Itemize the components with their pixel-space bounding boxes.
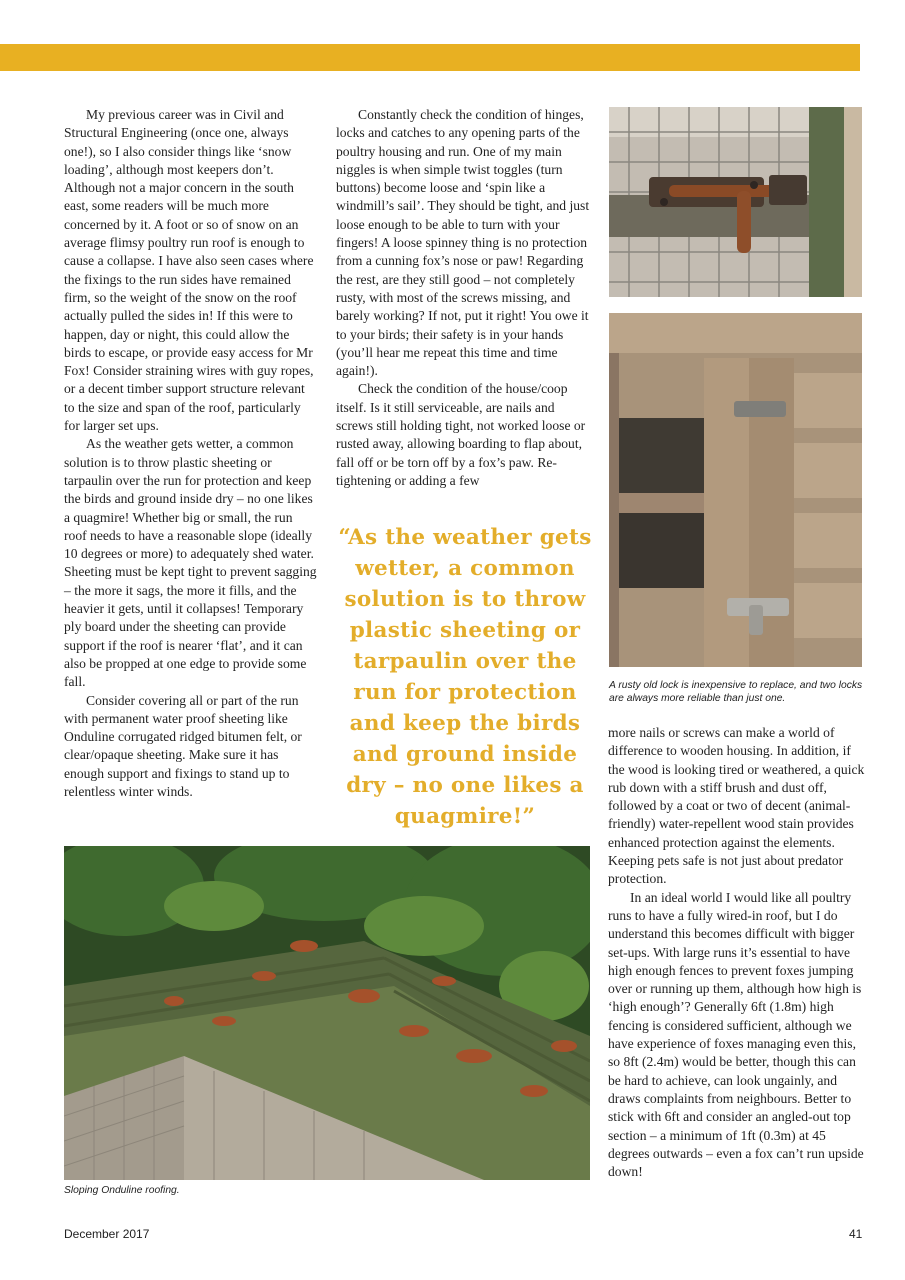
footer-issue-date: December 2017 <box>64 1227 150 1241</box>
paragraph: Constantly check the condition of hinges, locks and catches to any opening parts of the poultry housing and run. One of my main niggles is when simple twist toggles (turn buttons) become loose and ‘spin like a windmill’s sail’. They should be tight, and just loose enough to be able to turn with your fingers! A loose spinney thing is no protection from a cunning fox’s nose or paw! Regarding the rest, are they still good – not completely rusty, with most of the screws missing, and barely working? If not, put it right! You owe it to your birds; their safety is in your hands (you’ll hear me repeat this time and time again!). <box>336 107 590 379</box>
footer-page-number: 41 <box>849 1227 863 1241</box>
paragraph: My previous career was in Civil and Structural Engineering (once one, always one!), so I also consider things like ‘snow loading’, although most keepers don’t. Although not a major concern in the south east, some readers will be much more concerned by it. A foot or so of snow on an average flimsy poultry run roof is enough to cause a collapse. I have also seen cases where the fixings to the run sides have remained firm, so the weight of the snow on the roof actually pulled the sides in! If this were to happen, day or night, this could allow the birds to escape, or provide easy access for Mr Fox! Consider straining wires with guy ropes, or a decent timber support structure relevant to the size and span of the roof, particularly for larger set ups. <box>64 107 314 434</box>
header-accent-bar <box>0 44 860 71</box>
photo-caption-roof: Sloping Onduline roofing. <box>64 1185 180 1196</box>
article-column-2 <box>336 106 594 490</box>
pull-quote: “As the weather gets wetter, a common solution is to throw plastic sheeting or tarpaulin over the run for protection and keep the birds and ground inside dry – no one likes a quagmire!” <box>338 525 592 829</box>
paragraph: As the weather gets wetter, a common solution is to throw plastic sheeting or tarpaulin over the run for protection and keep the birds and ground inside dry – no one likes a quagmire! Whether big or small, the run roof needs to have a reasonable slope (ideally 10 degrees or more) to adequately shed water. Sheeting must be kept tight to prevent sagging – the more it sags, the more it fills, and the heavier it gets, until it collapses! Temporary ply board under the sheeting can provide support if the roof is nearer ‘flat’, and it can also be propped at one edge to provide some fall. <box>64 436 317 690</box>
paragraph: Consider covering all or part of the run with permanent water proof sheeting like Onduline corrugated ridged bitumen felt, or clear/opaque sheeting. Make sure it has enough support and fixings to stand up to relentless winter winds. <box>64 692 302 799</box>
onduline-roof-photo <box>64 846 590 1180</box>
paragraph: In an ideal world I would like all poultry runs to have a fully wired-in roof, but I do understand this becomes difficult with bigger set-ups. With large runs it’s essential to have high enough fences to prevent foxes jumping over or running up them, although how high is ‘high enough’? Generally 6ft (1.8m) high fencing is considered sufficient, although we have experience of foxes managing even this, so 8ft (2.4m) would be better, though this can be hard to achieve, can look ungainly, and draws complaints from neighbours. Better to stick with 6ft and consider an angled-out top section – a minimum of 1ft (0.3m) at 45 degrees outwards – even a fox can’t run upside down! <box>608 889 864 1180</box>
photo-caption-locks: A rusty old lock is inexpensive to replace, and two locks are always more reliable than just one. <box>609 680 863 704</box>
article-column-1 <box>64 106 318 801</box>
paragraph: Check the condition of the house/coop itself. Is it still serviceable, are nails and screws still holding tight, not worked loose or rusted away, allowing boarding to flap about, fall off or be torn off by a fox’s paw. Re-tightening or adding a few <box>336 381 586 488</box>
article-column-3 <box>608 724 866 1181</box>
rusty-lock-photo <box>609 107 862 297</box>
paragraph: more nails or screws can make a world of difference to wooden housing. In addition, if the wood is looking tired or weathered, a quick rub down with a stiff brush and dust off, followed by a coat or two of decent (animal-friendly) water-repellent wood stain provides enhanced protection against the elements. Keeping pets safe is not just about predator protection. <box>608 725 865 887</box>
wooden-door-photo <box>609 313 862 667</box>
